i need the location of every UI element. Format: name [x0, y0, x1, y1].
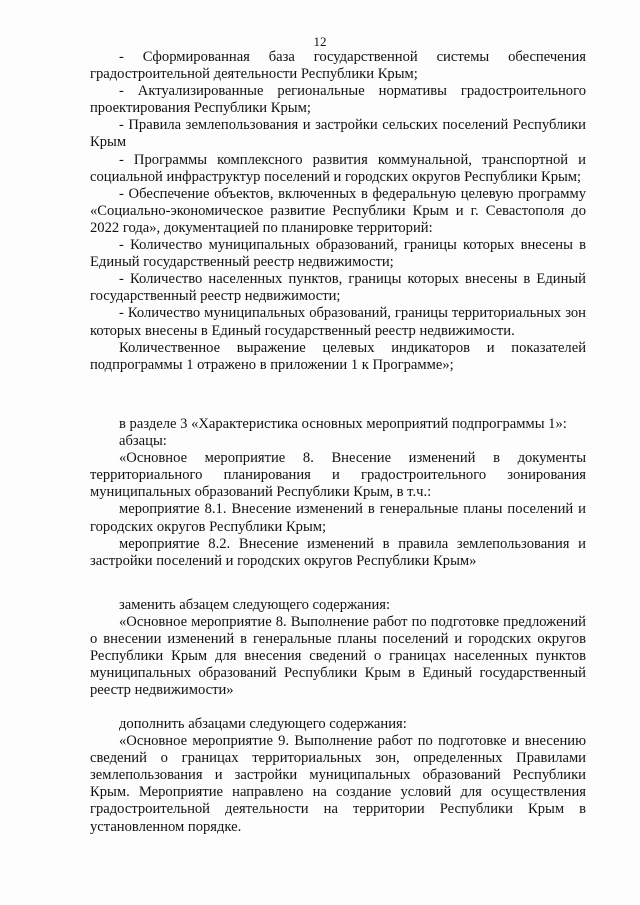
paragraph: Количественное выражение целевых индикаторов и показателей подпрограммы 1 отражено в приложении 1 к Программе»;	[90, 339, 586, 373]
page-number: 12	[313, 34, 327, 49]
quoted-paragraph: «Основное мероприятие 9. Выполнение работ по подготовке и внесению сведений о границах территориальных зон, определенных Правилами землепользования и застройки муниципальных образований Республики Крым. Мероприятие направлено на создание условий для осуществления градостроительной деятельности на территории Республики Крым в установленном порядке.	[90, 733, 586, 835]
list-item: - Актуализированные региональные нормативы градостроительного проектирования Республики Крым;	[90, 83, 586, 117]
quoted-paragraph: «Основное мероприятие 8. Внесение изменений в документы территориального планирования и градостроительного зонирования муниципальных образований Республики Крым, в т.ч.:	[90, 450, 586, 501]
quoted-paragraph: «Основное мероприятие 8. Выполнение работ по подготовке предложений о внесении изменений в генеральные планы поселений и городских округов Республики Крым для внесения сведений о границах населенных пунктов муниципальных образований Республики Крым в Единый государственный реестр недвижимости»	[90, 614, 586, 699]
section-3-amendment-block	[90, 416, 586, 570]
paragraph: в разделе 3 «Характеристика основных мероприятий подпрограммы 1»:	[119, 416, 567, 432]
list-item: - Количество муниципальных образований, границы которых внесены в Единый государственный реестр недвижимости;	[90, 237, 586, 271]
list-item: - Количество муниципальных образований, границы территориальных зон которых внесены в Единый государственный реестр недвижимости.	[90, 305, 586, 339]
list-item: - Обеспечение объектов, включенных в федеральную целевую программу «Социально-экономическое развитие Республики Крым и г. Севастополя до 2022 года», документацией по планировке территорий:	[90, 185, 586, 236]
paragraph: заменить абзацем следующего содержания:	[119, 597, 391, 613]
addition-block	[90, 716, 586, 836]
list-item: - Сформированная база государственной системы обеспечения градостроительной деятельности Республики Крым;	[90, 49, 586, 83]
quoted-paragraph: мероприятие 8.1. Внесение изменений в генеральные планы поселений и городских округов Республики Крым;	[90, 501, 586, 535]
list-item: - Программы комплексного развития коммунальной, транспортной и социальной инфраструктур поселений и городских округов Республики Крым;	[90, 151, 586, 185]
target-indicators-list	[90, 49, 586, 374]
paragraph: дополнить абзацами следующего содержания:	[119, 716, 407, 732]
quoted-paragraph: мероприятие 8.2. Внесение изменений в правила землепользования и застройки поселений и городских округов Республики Крым»	[90, 535, 586, 569]
list-item: - Правила землепользования и застройки сельских поселений Республики Крым	[90, 117, 586, 151]
list-item: - Количество населенных пунктов, границы которых внесены в Единый государственный реестр недвижимости;	[90, 271, 586, 305]
paragraph: абзацы:	[119, 433, 167, 450]
replacement-block	[90, 597, 586, 700]
